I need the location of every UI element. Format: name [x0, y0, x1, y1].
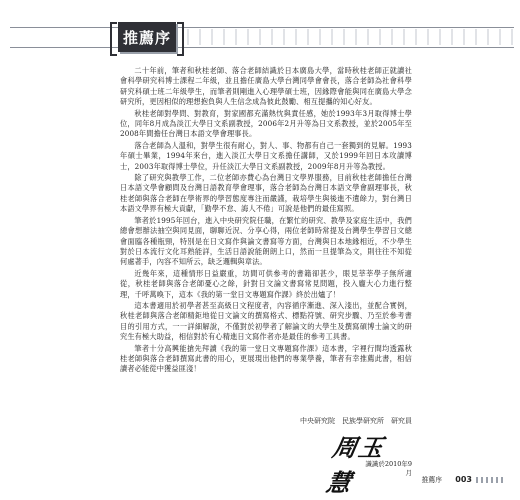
- header-ornament-pattern: [175, 29, 514, 45]
- paragraph: 這本書適用於初學者甚至高級日文程度者，內容循序漸進、深入淺出，並配合實例，秋桂老師與落合老師精鉅地從日文論文的撰寫格式、標點符號、研究步驟、乃至於參考書目的引用方式，一一詳細解說，不僅對於初學者了解論文的大學生及撰寫碩博士論文的研究生有極大助益，相信對於有心精進日文寫作者亦是最佳的參考工具書。: [120, 300, 412, 342]
- paragraph: 秋桂老師對學問、對教育，對家國都充滿熱忱與責任感，她於1993年3月取得博士學位，同年8月成為淡江大學日文系副教授，2006年2月升等為日文系教授，並於2005年至2008年間擔任台灣日本語文學會理事長。: [120, 108, 412, 139]
- paragraph: 二十年前，筆者和秋桂老師、落合老師結識於日本廣島大學，當時秋桂老師正就讀社會科學研究科博士課程二年級，並且擔任廣島大學台灣同學會會長，落合老師為社會科學研究科碩士班二年級學生，而筆者則剛進入心理學碩士班，因緣際會能與同在廣島大學念研究所，更因相似的理想抱負與人生信念成為彼此鼓勵、相互提攜的知心好友。: [120, 66, 412, 107]
- signature-text: 周玉慧: [324, 433, 388, 497]
- page-footer: [370, 474, 512, 486]
- footer-ornament: [476, 477, 506, 483]
- author-affiliation: 中央研究院 民族學研究所 研究員: [300, 417, 412, 425]
- foreword-body: [120, 66, 412, 376]
- header-band: [0, 20, 520, 54]
- footer-label: 推薦序: [421, 476, 442, 484]
- header-rule-bottom: [10, 47, 514, 48]
- paragraph: 筆者於1995年回台，進入中央研究院任職，在繁忙的研究、教學及家庭生活中，我們總會想辦法抽空與同見面，聊聊近況、分享心得，兩位老師時常提及台灣學生學習日文總會面臨各種瓶頸，特別是在日文寫作與論文書寫等方面，台灣與日本地緣相近，不少學生對於日本流行文化耳熟能詳，生活日語說能朗朗上口，然而一旦提筆為文，則往往不知從何處著手，內容不知所云，缺乏邏輯與章法。: [120, 215, 412, 267]
- paragraph: 除了研究與教學工作，二位老師亦費心為台灣日文學界服務，目前秋桂老師擔任台灣日本語文學會顧問及台灣日語教育學會理事，落合老師為台灣日本語文學會副理事長，秋桂老師與落合老師在學術界的學習態度專注而嚴謹，栽培學生與後進不遺餘力，對台灣日本語文學界有極大貢獻，「勤學不怠、誨人不倦」可說是他們的最佳寫照。: [120, 173, 412, 214]
- paragraph: 近幾年來，這種情形日益嚴重，坊間可供參考的書籍卻甚少，眼見莘莘學子無所適從，秋桂老師與落合老師憂心之餘，針對日文論文書寫常見問題，投入龐大心力進行整理，千呼萬喚下，這本《我的第一堂日文專題寫作課》終於出爐了！: [120, 268, 412, 299]
- signature-date: 識識於2010年9月: [365, 460, 412, 477]
- section-title: 推薦序: [118, 22, 176, 52]
- paragraph: 筆者十分高興能搶先拜讀《我的第一堂日文專題寫作課》這本書，字裡行間均透露秋桂老師與落合老師撰寫此書的用心，更展現出他們的專業學養，筆者有幸推薦此書，相信讀者必能從中獲益匪淺！: [120, 343, 412, 374]
- page-number: 003: [455, 475, 472, 484]
- paragraph: 落合老師為人溫和，對學生很有耐心，對人、事、物都有自己一套獨到的見解。1993年碩士畢業，1994年來台，進入淡江大學日文系擔任講師，又於1999年回日本攻讀博士，2003年取得博士學位，升任淡江大學日文系副教授，2009年8月升等為教授。: [120, 140, 412, 171]
- header-rule-top: [10, 27, 514, 28]
